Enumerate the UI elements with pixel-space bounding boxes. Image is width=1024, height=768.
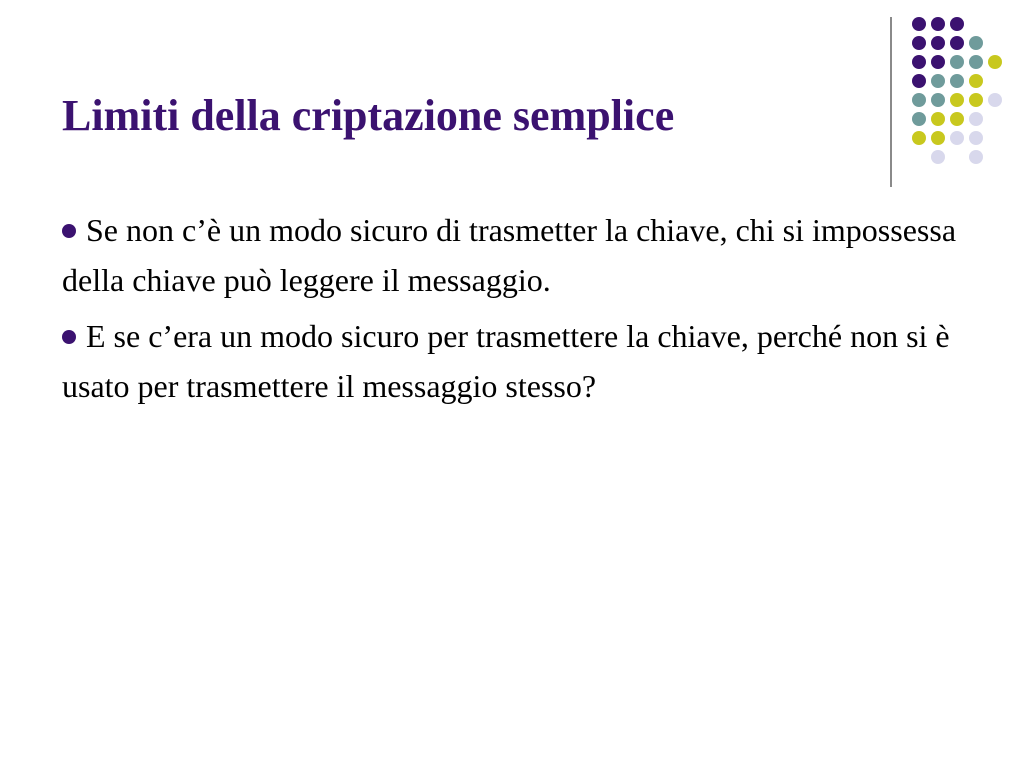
bullet-item xyxy=(62,205,962,305)
decorative-dot xyxy=(912,93,926,107)
bullet-dot-icon xyxy=(62,224,76,238)
decorative-dot xyxy=(931,150,945,164)
decorative-dot xyxy=(969,55,983,69)
decorative-dot xyxy=(931,112,945,126)
decorative-dot-grid xyxy=(0,0,1024,200)
bullet-text: E se c’era un modo sicuro per trasmettere la chiave, perché non si è usato per trasmettere il messaggio stesso? xyxy=(62,318,950,404)
decorative-dot xyxy=(969,36,983,50)
decorative-dot xyxy=(950,17,964,31)
bullet-list xyxy=(62,205,962,417)
decorative-dot xyxy=(912,55,926,69)
decorative-dot xyxy=(969,74,983,88)
slide-title: Limiti della criptazione semplice xyxy=(62,91,675,140)
decorative-dot xyxy=(912,112,926,126)
decorative-dot xyxy=(931,36,945,50)
decorative-dot xyxy=(931,55,945,69)
decorative-dot xyxy=(950,112,964,126)
decorative-dot xyxy=(950,93,964,107)
decorative-dot xyxy=(912,17,926,31)
decorative-dot xyxy=(912,36,926,50)
decorative-dot xyxy=(950,55,964,69)
bullet-text: Se non c’è un modo sicuro di trasmetter la chiave, chi si impossessa della chiave può leggere il messaggio. xyxy=(62,212,957,298)
decorative-dot xyxy=(931,93,945,107)
decorative-dot xyxy=(969,150,983,164)
decorative-dot xyxy=(969,93,983,107)
bullet-dot-icon xyxy=(62,330,76,344)
bullet-item xyxy=(62,311,962,411)
decorative-dot xyxy=(950,131,964,145)
decorative-dot xyxy=(931,74,945,88)
decorative-dot xyxy=(912,131,926,145)
decorative-dot xyxy=(988,55,1002,69)
decorative-dot xyxy=(969,112,983,126)
decorative-dot xyxy=(931,131,945,145)
decorative-dot xyxy=(950,36,964,50)
decorative-dot xyxy=(950,74,964,88)
decorative-dot xyxy=(912,74,926,88)
decorative-dot xyxy=(931,17,945,31)
decorative-dot xyxy=(988,93,1002,107)
decorative-dot xyxy=(969,131,983,145)
